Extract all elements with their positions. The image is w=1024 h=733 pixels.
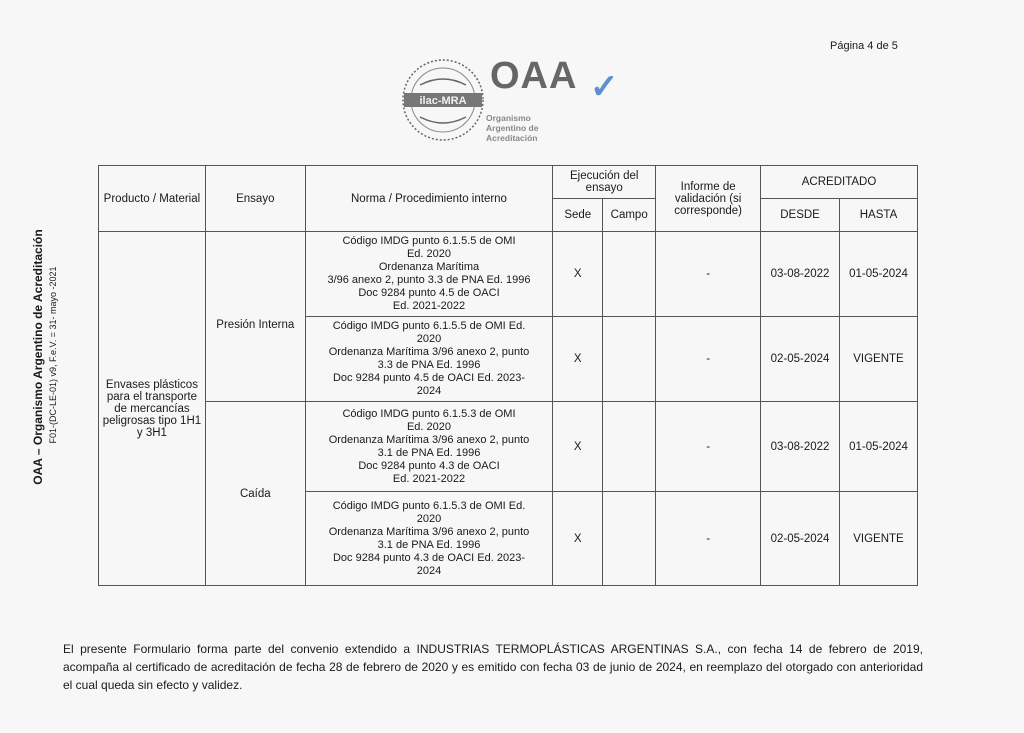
header-acreditado: ACREDITADO: [761, 166, 918, 199]
norma-line: Ed. 2021-2022: [392, 472, 466, 485]
norma-line: Ed. 2021-2022: [392, 300, 466, 312]
norma-line: Ordenanza Marítima 3/96 anexo 2, punto: [328, 433, 530, 446]
producto-cell: Envases plásticos para el transporte de mercancías peligrosas tipo 1H1 y 3H1: [99, 232, 206, 586]
campo-cell: [603, 317, 656, 402]
norma-line: 3.3 de PNA Ed. 1996: [377, 359, 481, 371]
sede-cell: X: [553, 232, 603, 317]
ensayo-cell: Caída: [205, 402, 305, 586]
norma-cell: [305, 317, 553, 402]
norma-line: Doc 9284 punto 4.5 de OACI: [358, 287, 500, 299]
organization-name: [486, 113, 538, 143]
header-hasta: HASTA: [840, 199, 918, 232]
informe-cell: -: [656, 492, 761, 586]
norma-line: Ordenanza Marítima 3/96 anexo 2, punto: [328, 525, 530, 538]
informe-cell: -: [656, 232, 761, 317]
org-line-2: Argentino de: [486, 123, 539, 133]
norma-line: Ed. 2020: [406, 248, 452, 260]
norma-line: Doc 9284 punto 4.5 de OACI Ed. 2023-: [332, 372, 525, 384]
norma-line: Doc 9284 punto 4.3 de OACI Ed. 2023-: [332, 551, 525, 564]
desde-cell: 03-08-2022: [761, 402, 840, 492]
norma-line: Código IMDG punto 6.1.5.3 de OMI Ed.: [332, 499, 526, 512]
header-ejecucion: Ejecución del ensayo: [553, 166, 656, 199]
desde-cell: 02-05-2024: [761, 492, 840, 586]
oaa-logo: [398, 55, 638, 155]
norma-cell: [305, 402, 553, 492]
org-line-1: Organismo: [486, 113, 531, 123]
hasta-cell: VIGENTE: [840, 492, 918, 586]
norma-line: 3.1 de PNA Ed. 1996: [377, 538, 481, 551]
norma-line: Código IMDG punto 6.1.5.3 de OMI: [342, 407, 516, 420]
header-norma: Norma / Procedimiento interno: [305, 166, 553, 232]
header-ensayo: Ensayo: [205, 166, 305, 232]
norma-line: 3.1 de PNA Ed. 1996: [377, 446, 481, 459]
accreditation-table: [98, 165, 918, 586]
norma-line: Ordenanza Marítima: [378, 261, 480, 273]
desde-cell: 03-08-2022: [761, 232, 840, 317]
sede-cell: X: [553, 492, 603, 586]
header-sede: Sede: [553, 199, 603, 232]
norma-line: 2024: [416, 385, 442, 397]
norma-line: Código IMDG punto 6.1.5.5 de OMI Ed.: [332, 320, 526, 332]
ensayo-cell: Presión Interna: [205, 232, 305, 402]
campo-cell: [603, 232, 656, 317]
norma-cell: [305, 232, 553, 317]
hasta-cell: VIGENTE: [840, 317, 918, 402]
norma-cell: [305, 492, 553, 586]
side-margin: [8, 130, 78, 550]
norma-line: Ed. 2020: [406, 420, 452, 433]
norma-line: 2024: [416, 564, 442, 577]
informe-cell: -: [656, 402, 761, 492]
ilac-mra-seal-icon: [398, 55, 488, 145]
header-producto: Producto / Material: [99, 166, 206, 232]
side-organization-title: OAA – Organismo Argentino de Acreditación: [31, 229, 45, 485]
informe-cell: -: [656, 317, 761, 402]
footer-note: El presente Formulario forma parte del convenio extendido a INDUSTRIAS TERMOPLÁSTICAS ARGENTINAS S.A., con fecha 14 de febrero de 2019, acompaña al certificado de acreditación de fecha 28 de febrero de 2020 y es emitido con fecha 03 de junio de 2024, en reemplazo del otorgado con anterioridad el cual queda sin efecto y validez.: [63, 642, 923, 692]
desde-cell: 02-05-2024: [761, 317, 840, 402]
header-desde: DESDE: [761, 199, 840, 232]
norma-line: Doc 9284 punto 4.3 de OACI: [358, 459, 500, 472]
norma-line: 2020: [416, 333, 442, 345]
table-row: [99, 402, 918, 492]
sede-cell: X: [553, 402, 603, 492]
campo-cell: [603, 492, 656, 586]
brand-name: OAA: [490, 55, 578, 97]
norma-line: 2020: [416, 512, 442, 525]
page-number: Página 4 de 5: [830, 40, 898, 52]
hasta-cell: 01-05-2024: [840, 232, 918, 317]
norma-line: 3/96 anexo 2, punto 3.3 de PNA Ed. 1996: [327, 274, 531, 286]
norma-line: Código IMDG punto 6.1.5.5 de OMI: [342, 235, 516, 247]
check-icon: ✓: [590, 68, 619, 106]
org-line-3: Acreditación: [486, 133, 538, 143]
table-row: [99, 232, 918, 317]
norma-line: Ordenanza Marítima 3/96 anexo 2, punto: [328, 346, 530, 358]
header-campo: Campo: [603, 199, 656, 232]
hasta-cell: 01-05-2024: [840, 402, 918, 492]
seal-text: ilac-MRA: [419, 95, 467, 107]
campo-cell: [603, 402, 656, 492]
header-informe: Informe de validación (si corresponde): [656, 166, 761, 232]
sede-cell: X: [553, 317, 603, 402]
side-form-code: F01-(DC-LE-01) v9, F.e.V. = 31- mayo -2021: [48, 266, 58, 444]
